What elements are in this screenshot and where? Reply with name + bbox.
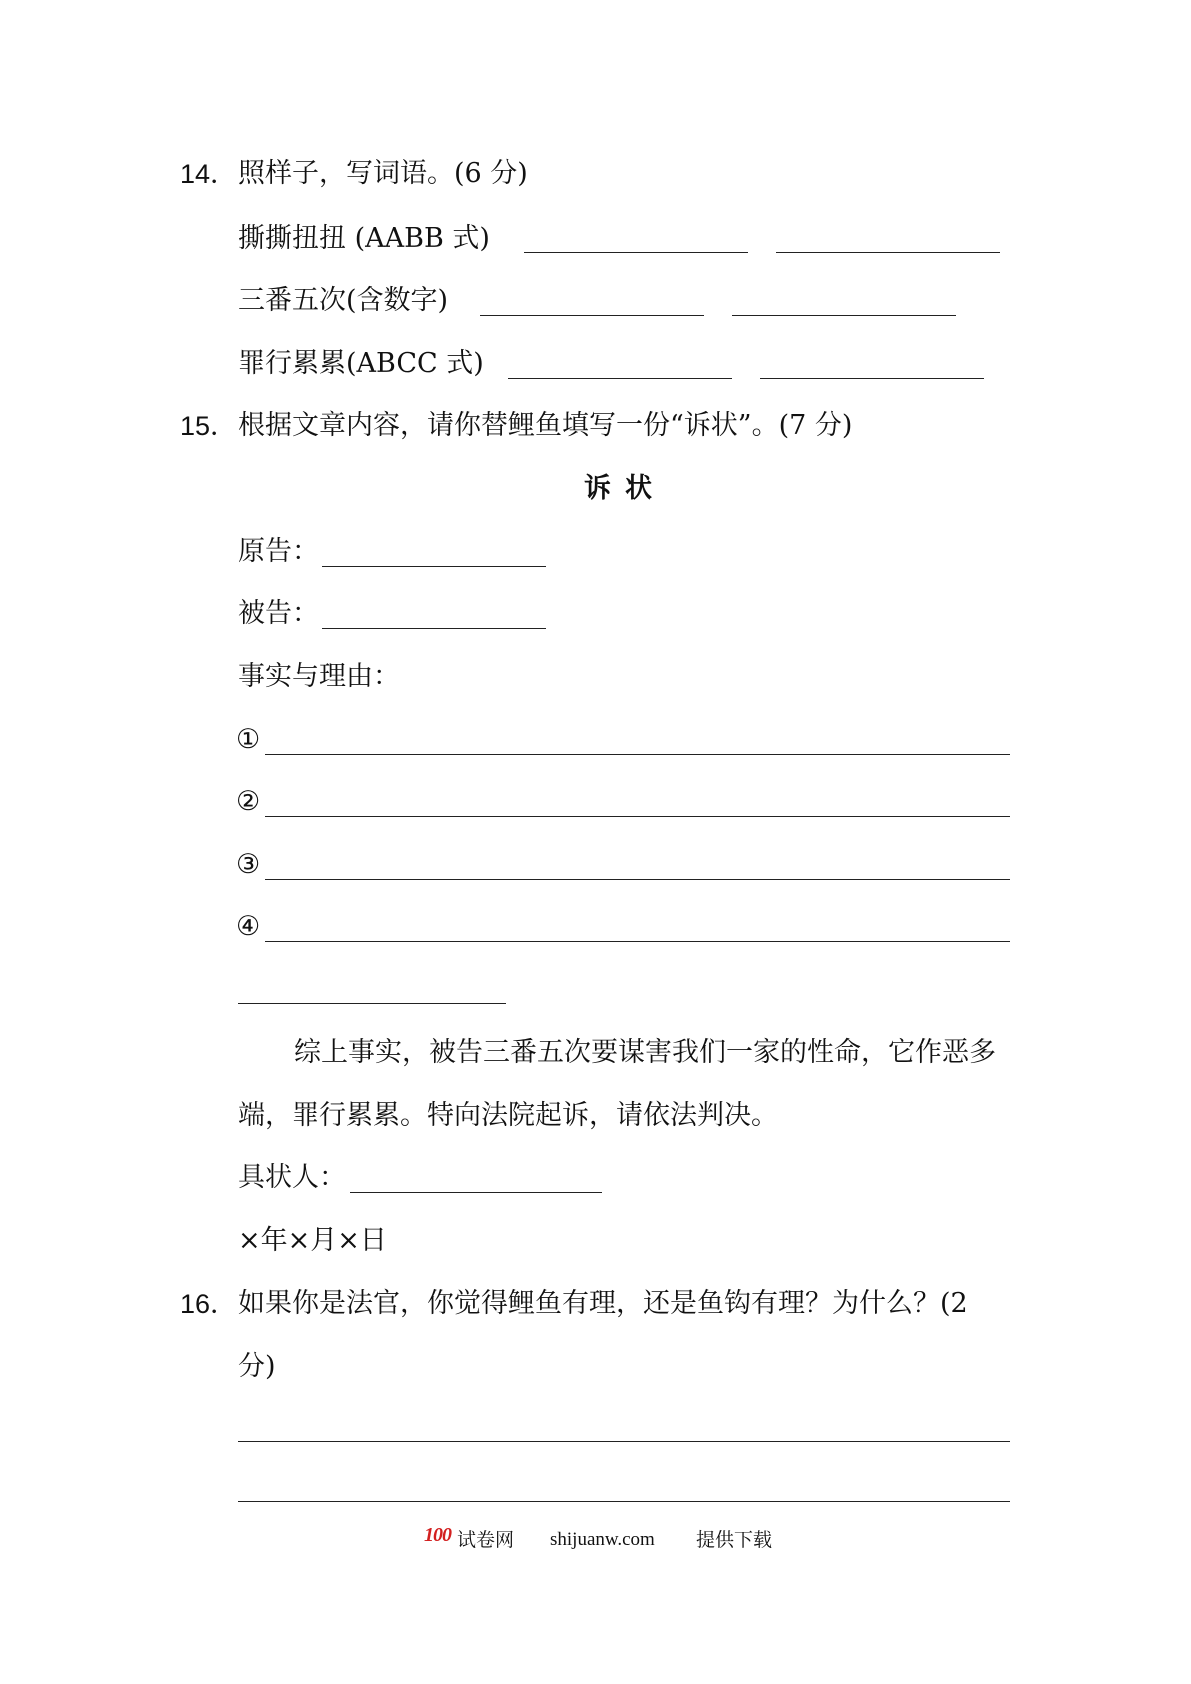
question-prompt-16-line-2: 分) — [238, 1351, 276, 1382]
example-word-abcc: 罪行累累(ABCC 式) — [238, 348, 484, 379]
answer-blank-abcc-1[interactable] — [508, 378, 732, 379]
form-title: 诉状 — [584, 473, 666, 504]
fact-marker-2: ② — [236, 786, 261, 817]
plaintiff-blank[interactable] — [322, 566, 546, 567]
footer-domain[interactable]: shijuanw.com — [550, 1529, 655, 1550]
fact-blank-4-continuation[interactable] — [238, 1003, 506, 1004]
question-number-16: 16． — [180, 1289, 238, 1319]
question-number-14: 14． — [180, 159, 238, 189]
fact-blank-1[interactable] — [265, 754, 1010, 755]
fact-blank-4[interactable] — [265, 941, 1010, 942]
example-word-number: 三番五次(含数字) — [238, 285, 449, 316]
example-word-aabb: 撕撕扭扭 (AABB 式) — [238, 223, 490, 254]
date-line: ×年×月×日 — [238, 1225, 387, 1256]
answer-blank-16-2[interactable] — [238, 1501, 1010, 1502]
question-prompt-16-line-1: 如果你是法官，你觉得鲤鱼有理，还是鱼钩有理？为什么？(2 — [238, 1288, 968, 1319]
answer-blank-number-2[interactable] — [732, 315, 956, 316]
conclusion-line-1: 综上事实，被告三番五次要谋害我们一家的性命，它作恶多 — [294, 1037, 996, 1068]
signer-label: 具状人： — [238, 1162, 346, 1193]
conclusion-line-2: 端，罪行累累。特向法院起诉，请依法判决。 — [238, 1100, 778, 1131]
footer-site-name: 试卷网 — [457, 1529, 515, 1551]
fact-marker-1: ① — [236, 724, 261, 755]
fact-marker-3: ③ — [236, 849, 261, 880]
answer-blank-abcc-2[interactable] — [760, 378, 984, 379]
answer-blank-16-1[interactable] — [238, 1441, 1010, 1442]
site-logo: 100 — [424, 1524, 451, 1546]
answer-blank-aabb-2[interactable] — [776, 252, 1000, 253]
defendant-blank[interactable] — [322, 628, 546, 629]
facts-label: 事实与理由： — [238, 661, 400, 692]
fact-blank-3[interactable] — [265, 879, 1010, 880]
answer-blank-aabb-1[interactable] — [524, 252, 748, 253]
fact-marker-4: ④ — [236, 911, 261, 942]
question-prompt-15: 根据文章内容，请你替鲤鱼填写一份“诉状”。(7 分) — [238, 410, 853, 441]
plaintiff-label: 原告： — [238, 536, 319, 567]
answer-blank-number-1[interactable] — [480, 315, 704, 316]
footer-provided: 提供下载 — [696, 1529, 773, 1551]
defendant-label: 被告： — [238, 598, 319, 629]
question-prompt-14: 照样子，写词语。(6 分) — [238, 158, 528, 189]
fact-blank-2[interactable] — [265, 816, 1010, 817]
signer-blank[interactable] — [350, 1192, 602, 1193]
question-number-15: 15． — [180, 411, 238, 441]
